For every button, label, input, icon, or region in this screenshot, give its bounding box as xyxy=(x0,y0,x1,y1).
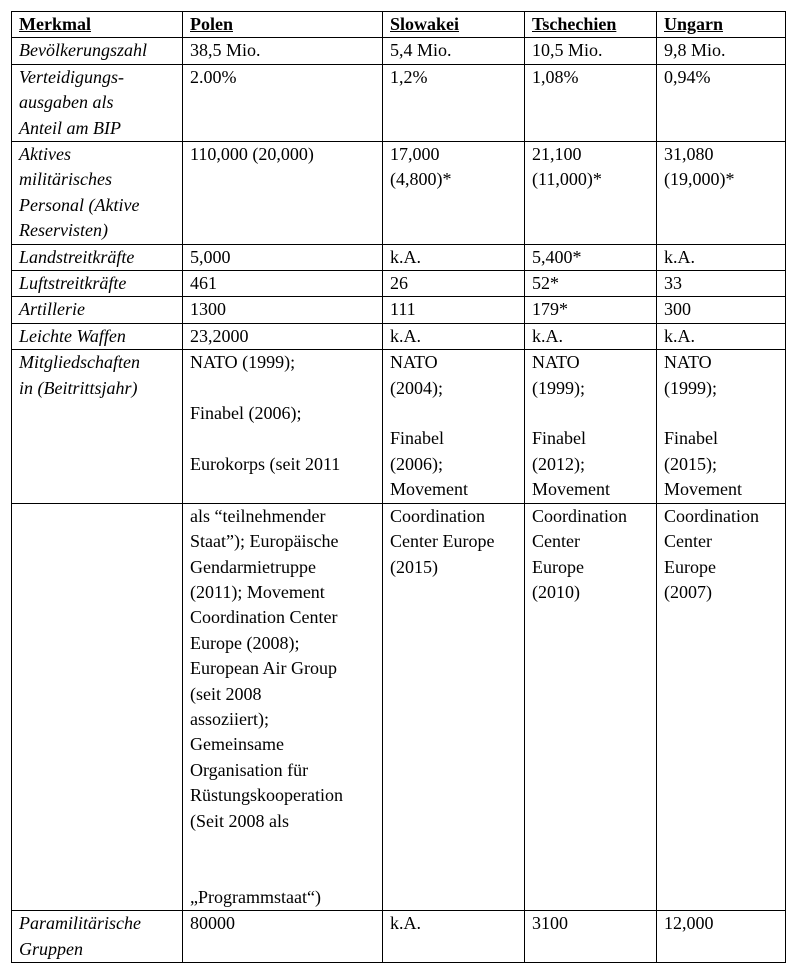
cell-ungarn: 33 xyxy=(657,271,786,297)
cell-line: Center xyxy=(532,531,580,552)
cell-tschechien xyxy=(525,503,657,910)
cell-line: (2015) xyxy=(390,556,438,577)
cell-line: 31,080 xyxy=(664,144,714,165)
cell-slowakei: k.A. xyxy=(383,323,525,349)
cell-tschechien: 3100 xyxy=(525,911,657,963)
cell-line: (seit 2008 xyxy=(190,683,262,704)
cell-ungarn: 12,000 xyxy=(657,911,786,963)
cell-line: (11,000)* xyxy=(532,169,602,190)
cell-ungarn: k.A. xyxy=(657,244,786,270)
row-label: Bevölkerungszahl xyxy=(12,38,183,64)
cell-tschechien: 5,400* xyxy=(525,244,657,270)
cell-line: Europe xyxy=(664,556,716,577)
cell-line: als “teilnehmender xyxy=(190,505,326,526)
cell-line: Coordination xyxy=(532,505,627,526)
cell-slowakei xyxy=(383,142,525,245)
cell-line: Center xyxy=(664,531,712,552)
cell-slowakei xyxy=(383,350,525,503)
cell-line: (2010) xyxy=(532,581,580,602)
cell-line: (2006); xyxy=(390,453,443,474)
cell-line: (2007) xyxy=(664,581,712,602)
label-line: Gruppen xyxy=(19,938,83,959)
cell-line: Organisation für xyxy=(190,759,309,780)
cell-line: Finabel xyxy=(532,428,586,449)
label-line: Anteil am BIP xyxy=(19,117,121,138)
cell-line: (1999); xyxy=(664,377,717,398)
row-label xyxy=(12,911,183,963)
cell-slowakei: k.A. xyxy=(383,244,525,270)
cell-line: (2011); Movement xyxy=(190,581,325,602)
table-row-luft xyxy=(12,271,786,297)
cell-line: Movement xyxy=(390,479,468,500)
cell-polen: 80000 xyxy=(183,911,383,963)
label-line: Reservisten) xyxy=(19,220,108,241)
cell-line: (19,000)* xyxy=(664,169,735,190)
cell-line: Finabel xyxy=(664,428,718,449)
row-label: Artillerie xyxy=(12,297,183,323)
table-row-waffen xyxy=(12,323,786,349)
label-line: in (Beitrittsjahr) xyxy=(19,377,138,398)
cell-line: Finabel (2006); xyxy=(190,403,302,424)
cell-slowakei: 5,4 Mio. xyxy=(383,38,525,64)
line-gap xyxy=(390,401,518,426)
cell-line: NATO xyxy=(532,352,580,373)
header-ungarn: Ungarn xyxy=(657,12,786,38)
line-gap xyxy=(532,401,650,426)
cell-polen: 461 xyxy=(183,271,383,297)
cell-line: (2012); xyxy=(532,453,585,474)
cell-tschechien xyxy=(525,350,657,503)
cell-polen: 110,000 (20,000) xyxy=(183,142,383,245)
cell-ungarn xyxy=(657,503,786,910)
cell-tschechien: 179* xyxy=(525,297,657,323)
cell-polen xyxy=(183,503,383,910)
table-row-mitglied-continued xyxy=(12,503,786,910)
header-slowakei: Slowakei xyxy=(383,12,525,38)
cell-slowakei: k.A. xyxy=(383,911,525,963)
row-label: Luftstreitkräfte xyxy=(12,271,183,297)
cell-line: (2004); xyxy=(390,377,443,398)
cell-line: (2015); xyxy=(664,453,717,474)
label-line: ausgaben als xyxy=(19,92,114,113)
cell-tschechien: 10,5 Mio. xyxy=(525,38,657,64)
label-line: militärisches xyxy=(19,169,112,190)
cell-ungarn xyxy=(657,350,786,503)
cell-line: Europe xyxy=(532,556,584,577)
row-label: Leichte Waffen xyxy=(12,323,183,349)
cell-line: assoziiert); xyxy=(190,708,269,729)
cell-line: European Air Group xyxy=(190,658,337,679)
cell-line: (1999); xyxy=(532,377,585,398)
header-polen: Polen xyxy=(183,12,383,38)
line-gap xyxy=(190,376,376,401)
row-label xyxy=(12,142,183,245)
cell-line: Eurokorps (seit 2011 xyxy=(190,453,341,474)
cell-line: Europe (2008); xyxy=(190,632,300,653)
line-gap xyxy=(190,834,376,885)
cell-line: Coordination xyxy=(390,505,485,526)
cell-slowakei: 111 xyxy=(383,297,525,323)
cell-line: 17,000 xyxy=(390,144,440,165)
label-line: Mitgliedschaften xyxy=(19,352,140,373)
row-label: Landstreitkräfte xyxy=(12,244,183,270)
cell-line: 21,100 xyxy=(532,144,582,165)
row-label xyxy=(12,350,183,503)
cell-polen xyxy=(183,350,383,503)
line-gap xyxy=(190,426,376,451)
cell-line: Gemeinsame xyxy=(190,734,284,755)
cell-ungarn: 300 xyxy=(657,297,786,323)
cell-tschechien: 1,08% xyxy=(525,64,657,141)
table-row-verteidigung xyxy=(12,64,786,141)
cell-polen: 38,5 Mio. xyxy=(183,38,383,64)
cell-tschechien xyxy=(525,142,657,245)
table-row-land xyxy=(12,244,786,270)
cell-polen: 23,2000 xyxy=(183,323,383,349)
table-row-mitglied xyxy=(12,350,786,503)
cell-ungarn: 0,94% xyxy=(657,64,786,141)
cell-ungarn: 9,8 Mio. xyxy=(657,38,786,64)
table-row-artillerie xyxy=(12,297,786,323)
label-line: Personal (Aktive xyxy=(19,194,140,215)
cell-line: „Programmstaat“) xyxy=(190,886,321,907)
cell-ungarn xyxy=(657,142,786,245)
cell-ungarn: k.A. xyxy=(657,323,786,349)
cell-tschechien: 52* xyxy=(525,271,657,297)
cell-line: Movement xyxy=(664,479,742,500)
table-row-bevoelkerung xyxy=(12,38,786,64)
cell-polen: 2.00% xyxy=(183,64,383,141)
cell-line: (Seit 2008 als xyxy=(190,810,289,831)
cell-tschechien: k.A. xyxy=(525,323,657,349)
table-row-personal xyxy=(12,142,786,245)
cell-line: Center Europe xyxy=(390,531,495,552)
cell-line: (4,800)* xyxy=(390,169,452,190)
comparison-table xyxy=(11,11,786,963)
cell-line: Movement xyxy=(532,479,610,500)
cell-line: Finabel xyxy=(390,428,444,449)
label-line: Aktives xyxy=(19,144,71,165)
cell-line: NATO xyxy=(390,352,438,373)
header-merkmal: Merkmal xyxy=(12,12,183,38)
cell-polen: 5,000 xyxy=(183,244,383,270)
cell-line: Rüstungskooperation xyxy=(190,785,343,806)
cell-slowakei: 26 xyxy=(383,271,525,297)
line-gap xyxy=(664,401,779,426)
cell-line: NATO (1999); xyxy=(190,352,296,373)
cell-line: Staat”); Europäische xyxy=(190,531,339,552)
cell-slowakei xyxy=(383,503,525,910)
table-row-para xyxy=(12,911,786,963)
header-tschechien: Tschechien xyxy=(525,12,657,38)
label-line: Paramilitärische xyxy=(19,913,141,934)
cell-polen: 1300 xyxy=(183,297,383,323)
cell-line: Coordination Center xyxy=(190,607,338,628)
cell-line: Gendarmietruppe xyxy=(190,556,316,577)
row-label xyxy=(12,64,183,141)
cell-line: Coordination xyxy=(664,505,759,526)
cell-slowakei: 1,2% xyxy=(383,64,525,141)
header-row xyxy=(12,12,786,38)
cell-line: NATO xyxy=(664,352,712,373)
row-label-empty xyxy=(12,503,183,910)
label-line: Verteidigungs- xyxy=(19,66,124,87)
